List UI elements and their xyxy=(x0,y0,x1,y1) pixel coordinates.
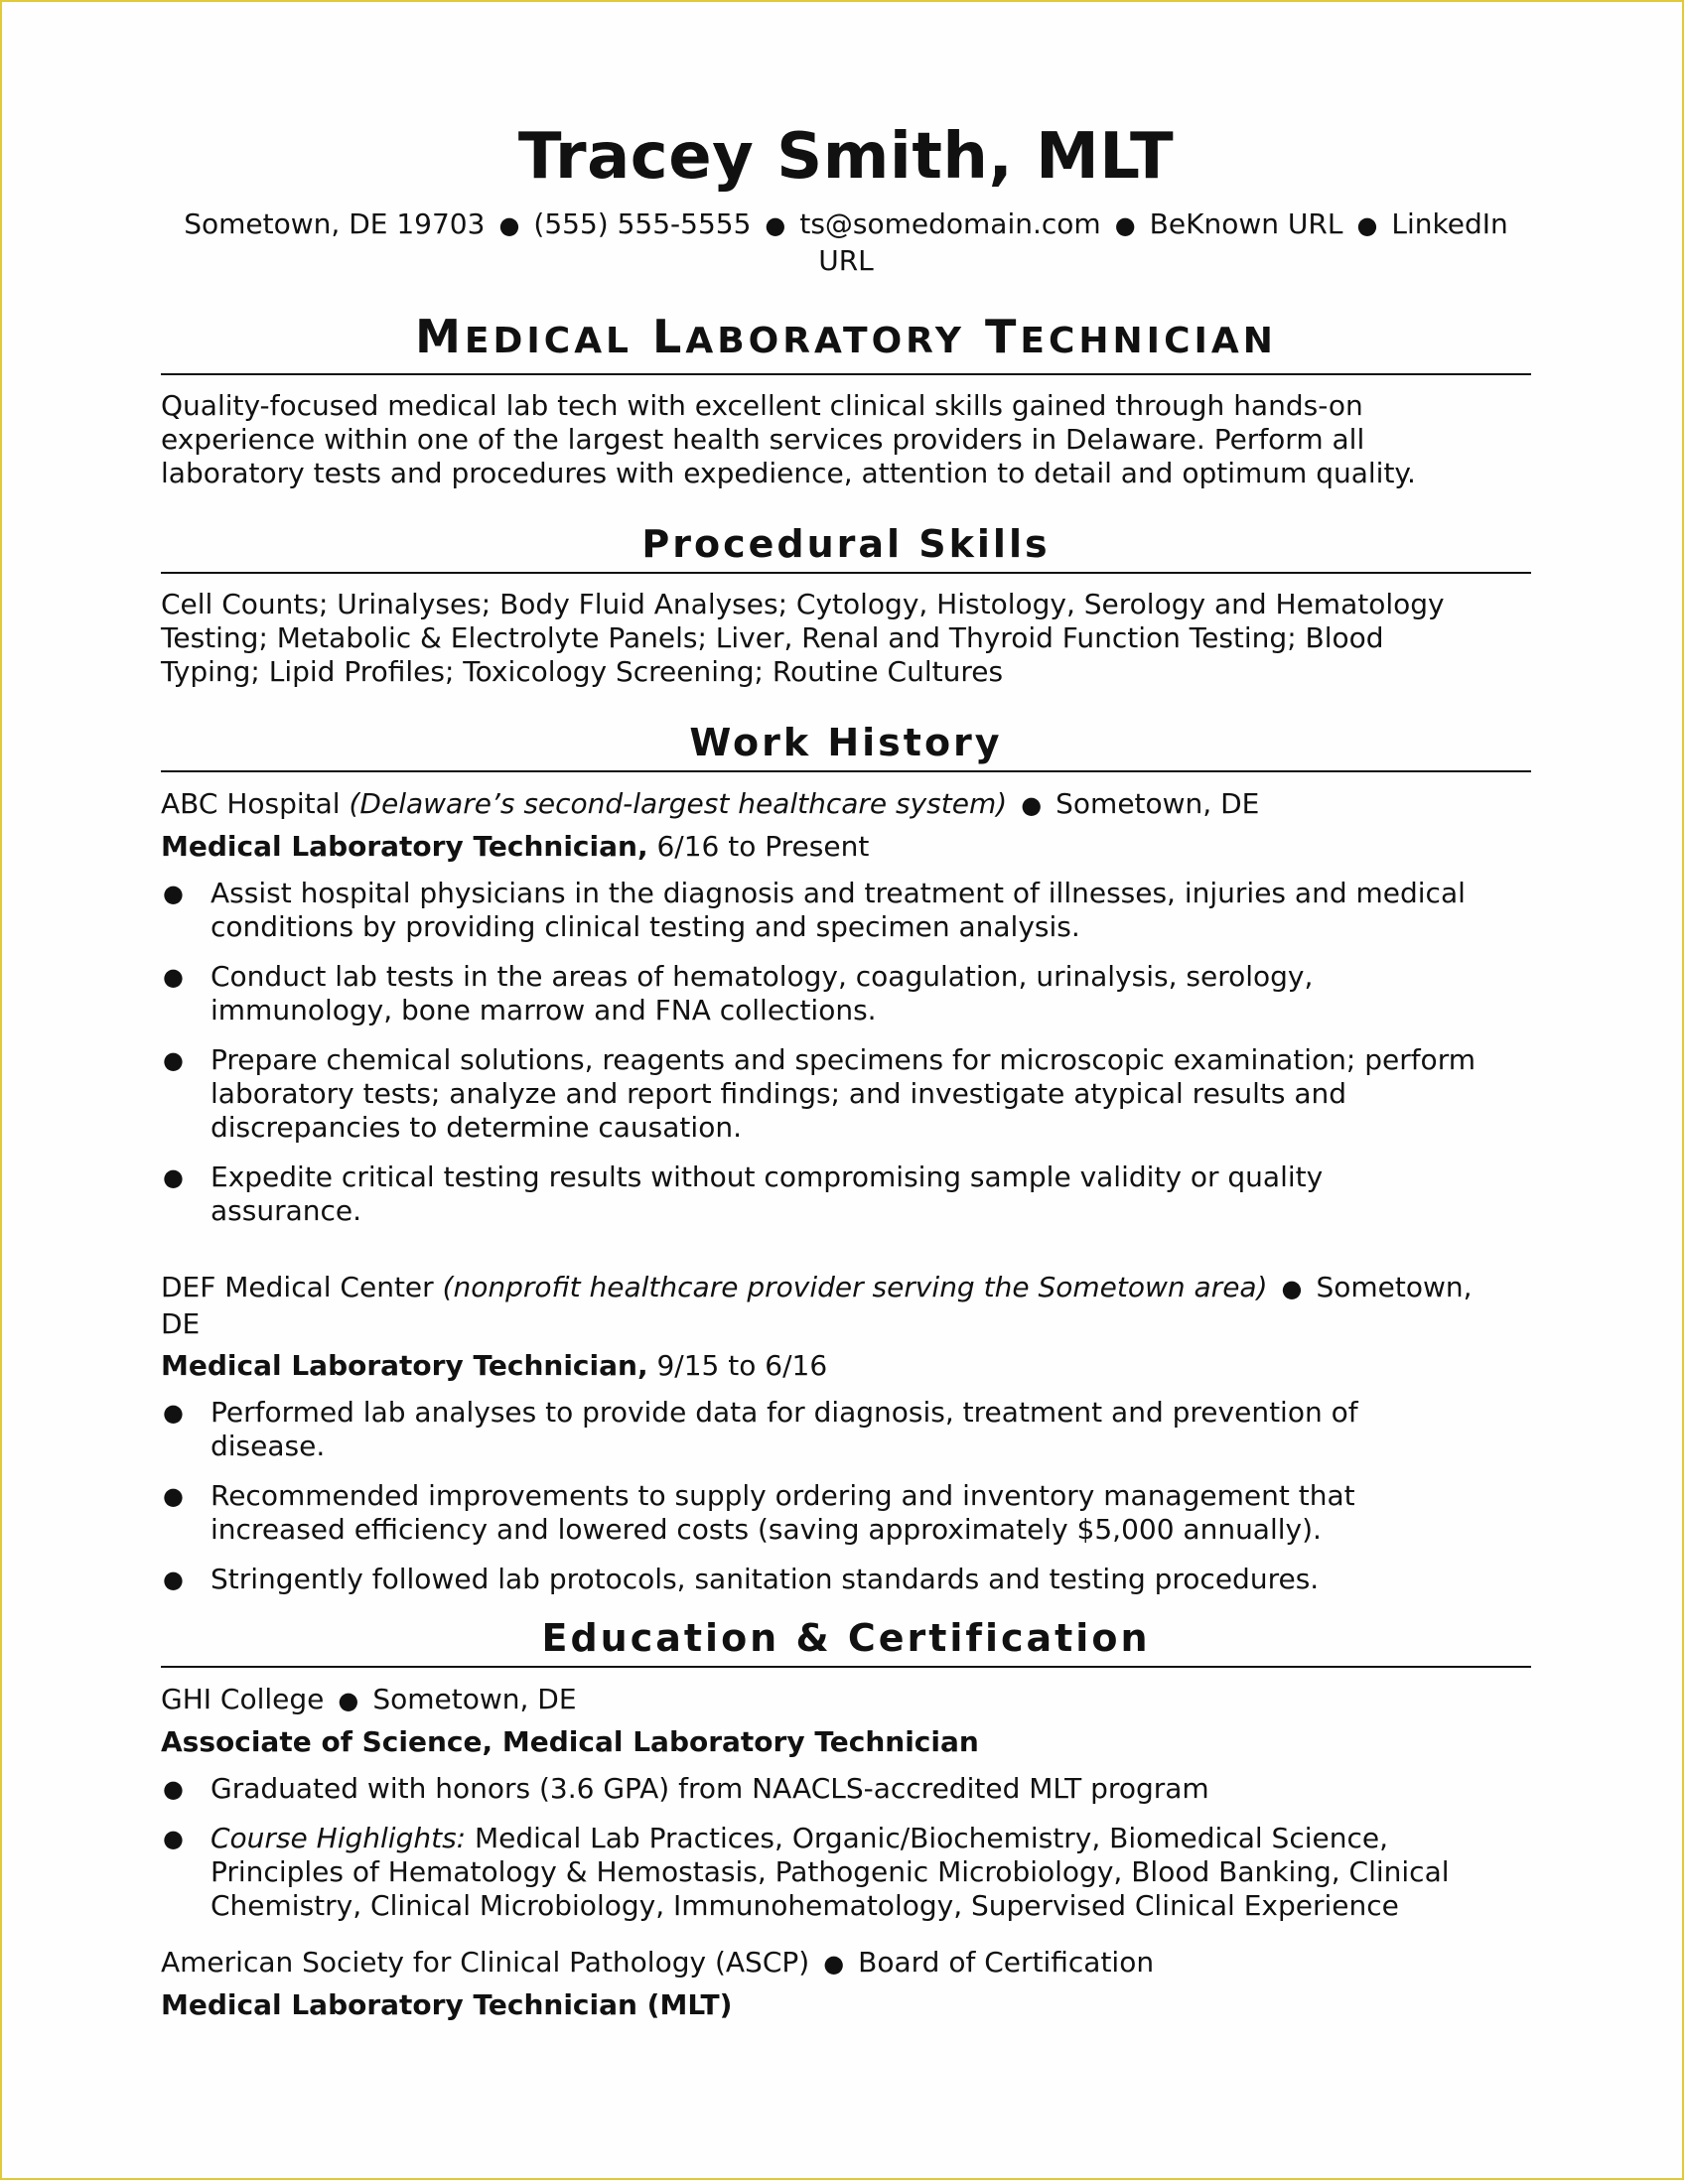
cert-title: Medical Laboratory Technician (MLT) xyxy=(161,1988,733,2021)
skills-line: Typing; Lipid Profiles; Toxicology Screening; Routine Cultures xyxy=(161,655,1004,688)
separator-dot: ● xyxy=(765,211,786,239)
contact-phone: (555) 555-5555 xyxy=(533,207,752,240)
cert-title-line xyxy=(161,1987,1531,2023)
school-location: Sometown, DE xyxy=(372,1683,577,1715)
cert-organization: American Society for Clinical Pathology (ASCP) xyxy=(161,1946,810,1979)
bullet-icon: ● xyxy=(163,1825,184,1852)
list-item xyxy=(161,1479,1531,1547)
title-cap: L xyxy=(652,310,686,363)
employer-name: DEF Medical Center xyxy=(161,1271,434,1303)
job-entry xyxy=(161,786,1531,1228)
bullet-icon: ● xyxy=(163,1046,184,1074)
bullet-text: Prepare chemical solutions, reagents and specimens for microscopic examination; perform xyxy=(211,1043,1476,1076)
list-item xyxy=(161,877,1531,944)
role-line xyxy=(161,1348,1531,1384)
bullet-text: increased efficiency and lowered costs (saving approximately $5,000 annually). xyxy=(211,1513,1322,1546)
list-item xyxy=(161,1822,1531,1923)
bullet-text: Stringently followed lab protocols, sanitation standards and testing procedures. xyxy=(211,1563,1320,1595)
skills-line: Cell Counts; Urinalyses; Body Fluid Analyses; Cytology, Histology, Serology and Hematology xyxy=(161,588,1445,620)
bullet-text: Assist hospital physicians in the diagnosis and treatment of illnesses, injuries and medical xyxy=(211,877,1466,909)
title-cap: T xyxy=(985,310,1021,363)
bullet-text: Medical Lab Practices, Organic/Biochemistry, Biomedical Science, xyxy=(466,1822,1389,1854)
role-title: Medical Laboratory Technician, xyxy=(161,830,648,863)
resume-content xyxy=(161,113,1531,2023)
bullet-text: Graduated with honors (3.6 GPA) from NAACLS-accredited MLT program xyxy=(211,1772,1209,1805)
summary-line: laboratory tests and procedures with expedience, attention to detail and optimum quality. xyxy=(161,457,1416,489)
employer-location: Sometown, DE xyxy=(1055,787,1260,820)
employer-location: Sometown, xyxy=(1316,1271,1473,1303)
degree-title: Associate of Science, Medical Laboratory Technician xyxy=(161,1725,979,1758)
skills-heading: Procedural Skills xyxy=(161,520,1531,574)
bullet-text: immunology, bone marrow and FNA collections. xyxy=(211,994,877,1026)
job-title-heading xyxy=(161,309,1531,375)
role-dates: 9/15 to 6/16 xyxy=(656,1349,828,1382)
employer-line xyxy=(161,1270,1531,1342)
contact-info xyxy=(161,206,1531,279)
separator-dot: ● xyxy=(823,1950,845,1978)
title-rest: EDICAL xyxy=(464,321,633,361)
cert-org-line xyxy=(161,1945,1531,1981)
job-bullets xyxy=(161,877,1531,1228)
highlights-label: Course Highlights: xyxy=(211,1822,467,1854)
employer-description: (Delaware’s second-largest healthcare system) xyxy=(349,787,1008,820)
bullet-text: disease. xyxy=(211,1430,326,1462)
bullet-icon: ● xyxy=(163,1163,184,1191)
role-line xyxy=(161,829,1531,865)
job-bullets xyxy=(161,1396,1531,1596)
bullet-icon: ● xyxy=(163,1482,184,1510)
bullet-text: Conduct lab tests in the areas of hematology, coagulation, urinalysis, serology, xyxy=(211,960,1314,993)
bullet-text: assurance. xyxy=(211,1194,362,1227)
skills-paragraph xyxy=(161,588,1531,689)
contact-address: Sometown, DE 19703 xyxy=(184,207,486,240)
title-cap: M xyxy=(415,310,465,363)
bullet-icon: ● xyxy=(163,963,184,991)
education-heading: Education & Certification xyxy=(161,1614,1531,1668)
separator-dot: ● xyxy=(338,1687,359,1714)
list-item xyxy=(161,1396,1531,1463)
employer-location-cont: DE xyxy=(161,1307,201,1340)
bullet-icon: ● xyxy=(163,1775,184,1803)
bullet-text: Chemistry, Clinical Microbiology, Immunohematology, Supervised Clinical Experience xyxy=(211,1889,1399,1922)
school-name: GHI College xyxy=(161,1683,325,1715)
title-rest: ECHNICIAN xyxy=(1020,321,1277,361)
degree-line xyxy=(161,1724,1531,1760)
bullet-text: Expedite critical testing results without compromising sample validity or quality xyxy=(211,1160,1324,1193)
separator-dot: ● xyxy=(1114,211,1136,239)
candidate-name: Tracey Smith, MLT xyxy=(517,120,1175,194)
bullet-icon: ● xyxy=(163,880,184,907)
bullet-text: conditions by providing clinical testing and specimen analysis. xyxy=(211,910,1080,943)
list-item xyxy=(161,1563,1531,1596)
contact-email[interactable]: ts@somedomain.com xyxy=(799,207,1101,240)
school-line xyxy=(161,1682,1531,1718)
contact-beknown-url[interactable]: BeKnown URL xyxy=(1149,207,1343,240)
bullet-text: Performed lab analyses to provide data for diagnosis, treatment and prevention of xyxy=(211,1396,1358,1429)
employer-name: ABC Hospital xyxy=(161,787,341,820)
bullet-text: Principles of Hematology & Hemostasis, Pathogenic Microbiology, Blood Banking, Clinical xyxy=(211,1855,1450,1888)
list-item xyxy=(161,1772,1531,1806)
cert-board: Board of Certification xyxy=(858,1946,1155,1979)
list-item xyxy=(161,1160,1531,1228)
employer-description: (nonprofit healthcare provider serving the Sometown area) xyxy=(442,1271,1268,1303)
education-entry xyxy=(161,1682,1531,1923)
employer-line xyxy=(161,786,1531,823)
job-entry xyxy=(161,1270,1531,1596)
separator-dot: ● xyxy=(1021,791,1043,819)
certification-entry xyxy=(161,1945,1531,2023)
skills-line: Testing; Metabolic & Electrolyte Panels; Liver, Renal and Thyroid Function Testing; Blood xyxy=(161,621,1384,654)
list-item xyxy=(161,1043,1531,1145)
work-history-heading: Work History xyxy=(161,719,1531,772)
summary-line: experience within one of the largest health services providers in Delaware. Perform all xyxy=(161,423,1365,456)
education-bullets xyxy=(161,1772,1531,1923)
title-rest: ABORATORY xyxy=(685,321,965,361)
role-title: Medical Laboratory Technician, xyxy=(161,1349,648,1382)
separator-dot: ● xyxy=(1356,211,1378,239)
bullet-icon: ● xyxy=(163,1399,184,1427)
separator-dot: ● xyxy=(498,211,520,239)
summary-paragraph xyxy=(161,389,1531,490)
summary-line: Quality-focused medical lab tech with excellent clinical skills gained through hands-on xyxy=(161,389,1363,422)
bullet-icon: ● xyxy=(163,1566,184,1593)
contact-linkedin-url[interactable]: URL xyxy=(818,244,874,277)
bullet-text: Recommended improvements to supply ordering and inventory management that xyxy=(211,1479,1355,1512)
bullet-text: discrepancies to determine causation. xyxy=(211,1111,742,1144)
separator-dot: ● xyxy=(1281,1275,1303,1302)
list-item xyxy=(161,960,1531,1027)
contact-linkedin[interactable]: LinkedIn xyxy=(1391,207,1508,240)
role-dates: 6/16 to Present xyxy=(656,830,870,863)
bullet-text: laboratory tests; analyze and report findings; and investigate atypical results and xyxy=(211,1077,1347,1110)
